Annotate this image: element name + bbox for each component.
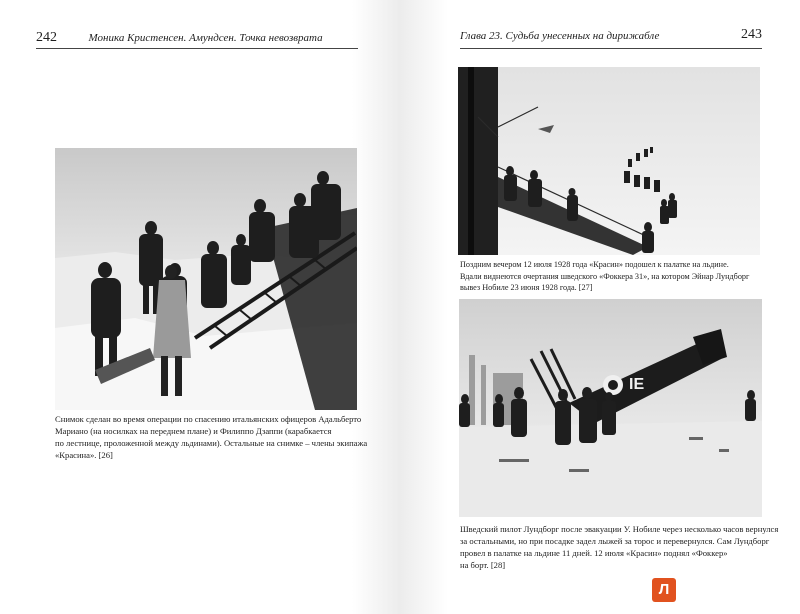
right-header-rule	[460, 48, 762, 49]
plane-marking: IE	[629, 376, 645, 393]
left-running-header	[36, 30, 358, 46]
left-page-number: 242	[36, 30, 57, 45]
caption-line: Снимок сделан во время операции по спасению итальянских офицеров Адальберто	[55, 414, 362, 424]
right-header-title: Глава 23. Судьба унесенных на дирижабле	[460, 30, 660, 42]
caption-line: по лестнице, проложенной между льдинами). Остальные на снимке – члены экипажа	[55, 438, 368, 448]
publisher-logo: Л	[652, 578, 676, 602]
caption-line: Мариано (на носилках на переднем плане) и Филиппо Дзаппи (карабкается	[55, 426, 332, 436]
right-photo-caption-2	[460, 523, 778, 571]
right-photo-caption-1	[460, 259, 749, 294]
caption-line: Вдали виднеются очертания шведского «Фоккера 31», на котором Эйнар Лундборг	[460, 271, 750, 281]
caption-line: вывез Нобиле 23 июня 1928 года. [27]	[460, 283, 593, 292]
photo-rescue-ladder	[55, 148, 357, 410]
left-header-title: Моника Кристенсен. Амундсен. Точка невозврата	[88, 32, 323, 44]
caption-line: на борт. [28]	[460, 560, 506, 570]
caption-line: «Красина». [26]	[55, 450, 113, 460]
caption-line: провел в палатке на льдине 11 дней. 12 июля «Красин» поднял «Фоккер»	[460, 548, 728, 558]
right-running-header	[460, 27, 762, 42]
photo-crashed-fokker	[459, 299, 762, 517]
left-photo-caption	[55, 413, 367, 461]
caption-line: Поздним вечером 12 июля 1928 года «Красин» подошел к палатке на льдине.	[460, 260, 729, 269]
right-page-number: 243	[741, 27, 762, 42]
photo-krasin-at-tent	[458, 67, 760, 255]
caption-line: Шведский пилот Лундборг после эвакуации У. Нобиле через несколько часов вернулся	[460, 524, 779, 534]
left-header-rule	[36, 48, 358, 49]
caption-line: за остальными, но при посадке задел лыжей за торос и перевернулся. Сам Лундборг	[460, 536, 770, 546]
